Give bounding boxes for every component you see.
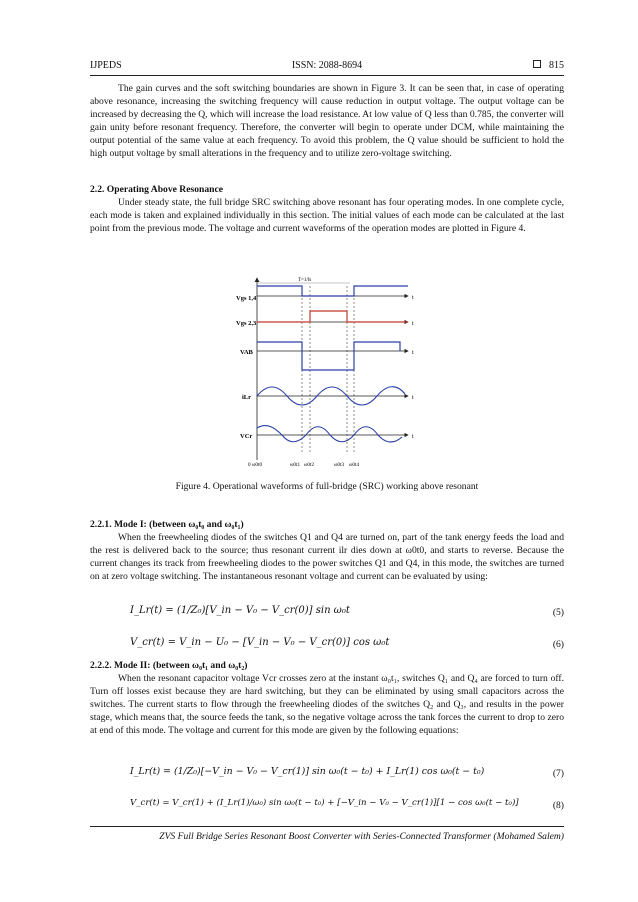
page-number: 815: [549, 60, 564, 71]
section-heading-2-2-2: 2.2.2. Mode II: (between ω₀t₁ and ω₀t₂): [90, 660, 248, 671]
section-heading-2-2: 2.2. Operating Above Resonance: [90, 184, 223, 195]
label-vgs23: Vgs 2,3: [236, 320, 257, 327]
label-vab: VAB: [240, 349, 253, 356]
checkbox-square-icon: [533, 60, 541, 68]
t-label: t: [412, 350, 414, 356]
time-label-w0t4: ω0t4: [349, 462, 360, 468]
equation-5-number: (5): [552, 607, 564, 618]
equation-8-number: (8): [552, 800, 564, 811]
equation-7-number: (7): [552, 768, 564, 779]
equation-6-number: (6): [552, 639, 564, 650]
vcr-waveform: [257, 426, 402, 442]
label-vcr: VCr: [240, 433, 253, 440]
time-label-w0t2: ω0t2: [304, 462, 315, 468]
time-label-w0t0: ω0t0: [252, 462, 263, 468]
t-label: t: [412, 434, 414, 440]
vgs23-waveform: [257, 311, 408, 322]
signal-axes: [257, 296, 408, 435]
header-rule: [90, 75, 564, 76]
time-label-w0t3: ω0t3: [334, 462, 345, 468]
time-label-w0t1: ω0t1: [290, 462, 301, 468]
paragraph-operating-modes: Under steady state, the full bridge SRC switching above resonant has four operating modes. In one complete cycle, each mode is taken and explained individually in this section. The initial values of each mode can be calculated at the last point from the previous mode. The voltage and current waveforms of the operation modes are plotted in Figure 4.: [90, 197, 564, 234]
vgs14-waveform: [257, 286, 408, 296]
equation-7: I_Lr(t) = (1/Z₀)[−V_in − V₀ − V_cr(1)] sin ω₀(t − t₀) + I_Lr(1) cos ω₀(t − t₀): [130, 766, 485, 777]
equation-5: I_Lr(t) = (1/Z₀)[V_in − V₀ − V_cr(0)] sin ω₀t: [130, 605, 350, 616]
figure-4-caption: Figure 4. Operational waveforms of full-bridge (SRC) working above resonant: [175, 481, 479, 492]
journal-name: IJPEDS: [90, 60, 122, 71]
time-label-0: 0: [248, 462, 251, 468]
t-label: t: [412, 295, 414, 301]
footer-rule: [90, 826, 564, 827]
figure-4-waveforms: [230, 272, 430, 470]
vab-waveform: [257, 342, 400, 370]
paragraph-mode-2: When the resonant capacitor voltage Vcr crosses zero at the instant ω₀t₁, switches Q₁ and Q₄ are forced to turn off. Turn off losses exist because they are hard switching, but they can be eliminated by using small capacitors across the switches. The current starts to flow through the freewheeling diodes of the switches Q₂ and Q₃, and results in the power stage, which means that, the source feeds the tank, so the negative voltage across the tank forces the current to drop to zero at end of this mode. The voltage and current for this mode are given by the following equations:: [90, 673, 564, 736]
issn: ISSN: 2088-8694: [291, 60, 363, 71]
t-label: t: [412, 395, 414, 401]
equation-8: V_cr(t) = V_cr(1) + (I_Lr(1)/ω₀) sin ω₀(t − t₀) + [−V_in − V₀ − V_cr(1)][1 − cos ω₀(t − t₀)]: [130, 798, 519, 808]
page-footer: ZVS Full Bridge Series Resonant Boost Converter with Series-Connected Transformer (Mohamed Salem): [159, 831, 564, 842]
t-label: t: [412, 321, 414, 327]
section-heading-2-2-1: 2.2.1. Mode I: (between ω₀t₀ and ω₀t₁): [90, 519, 244, 530]
period-label: T=1/fs: [298, 278, 312, 283]
label-vgs14: Vgs 1,4: [236, 295, 257, 302]
paragraph-mode-1: When the freewheeling diodes of the switches Q1 and Q4 are turned on, part of the tank energy feeds the load and the rest is delivered back to the source; thus resonant current ilr dies down at ω0t0, and starts to reverse. Because the current changes its track from freewheeling diodes to the power switches Q1 and Q4, in this mode, the switches are turned on at zero voltage switching. The instantaneous resonant voltage and current can be evaluated by using:: [90, 532, 564, 582]
page-number-area: [533, 60, 564, 71]
paragraph-gain-curves: The gain curves and the soft switching boundaries are shown in Figure 3. It can be seen that, in case of operating above resonance, increasing the switching frequency will cause reduction in output voltage. The output voltage can be increased by decreasing the Q, which will increase the load resistance. At low value of Q less than 0.785, the converter will gain unity before resonant frequency. Therefore, the converter will begin to operate under DCM, while maintaining the output potential of the same value at each frequency. To avoid this problem, the Q value should be sufficient to hold the high output voltage by small alterations in the frequency and to utilize zero-voltage switching.: [90, 83, 564, 159]
label-ilr: iLr: [242, 394, 252, 401]
equation-6: V_cr(t) = V_in − U₀ − [V_in − V₀ − V_cr(0)] cos ω₀t: [130, 637, 390, 648]
